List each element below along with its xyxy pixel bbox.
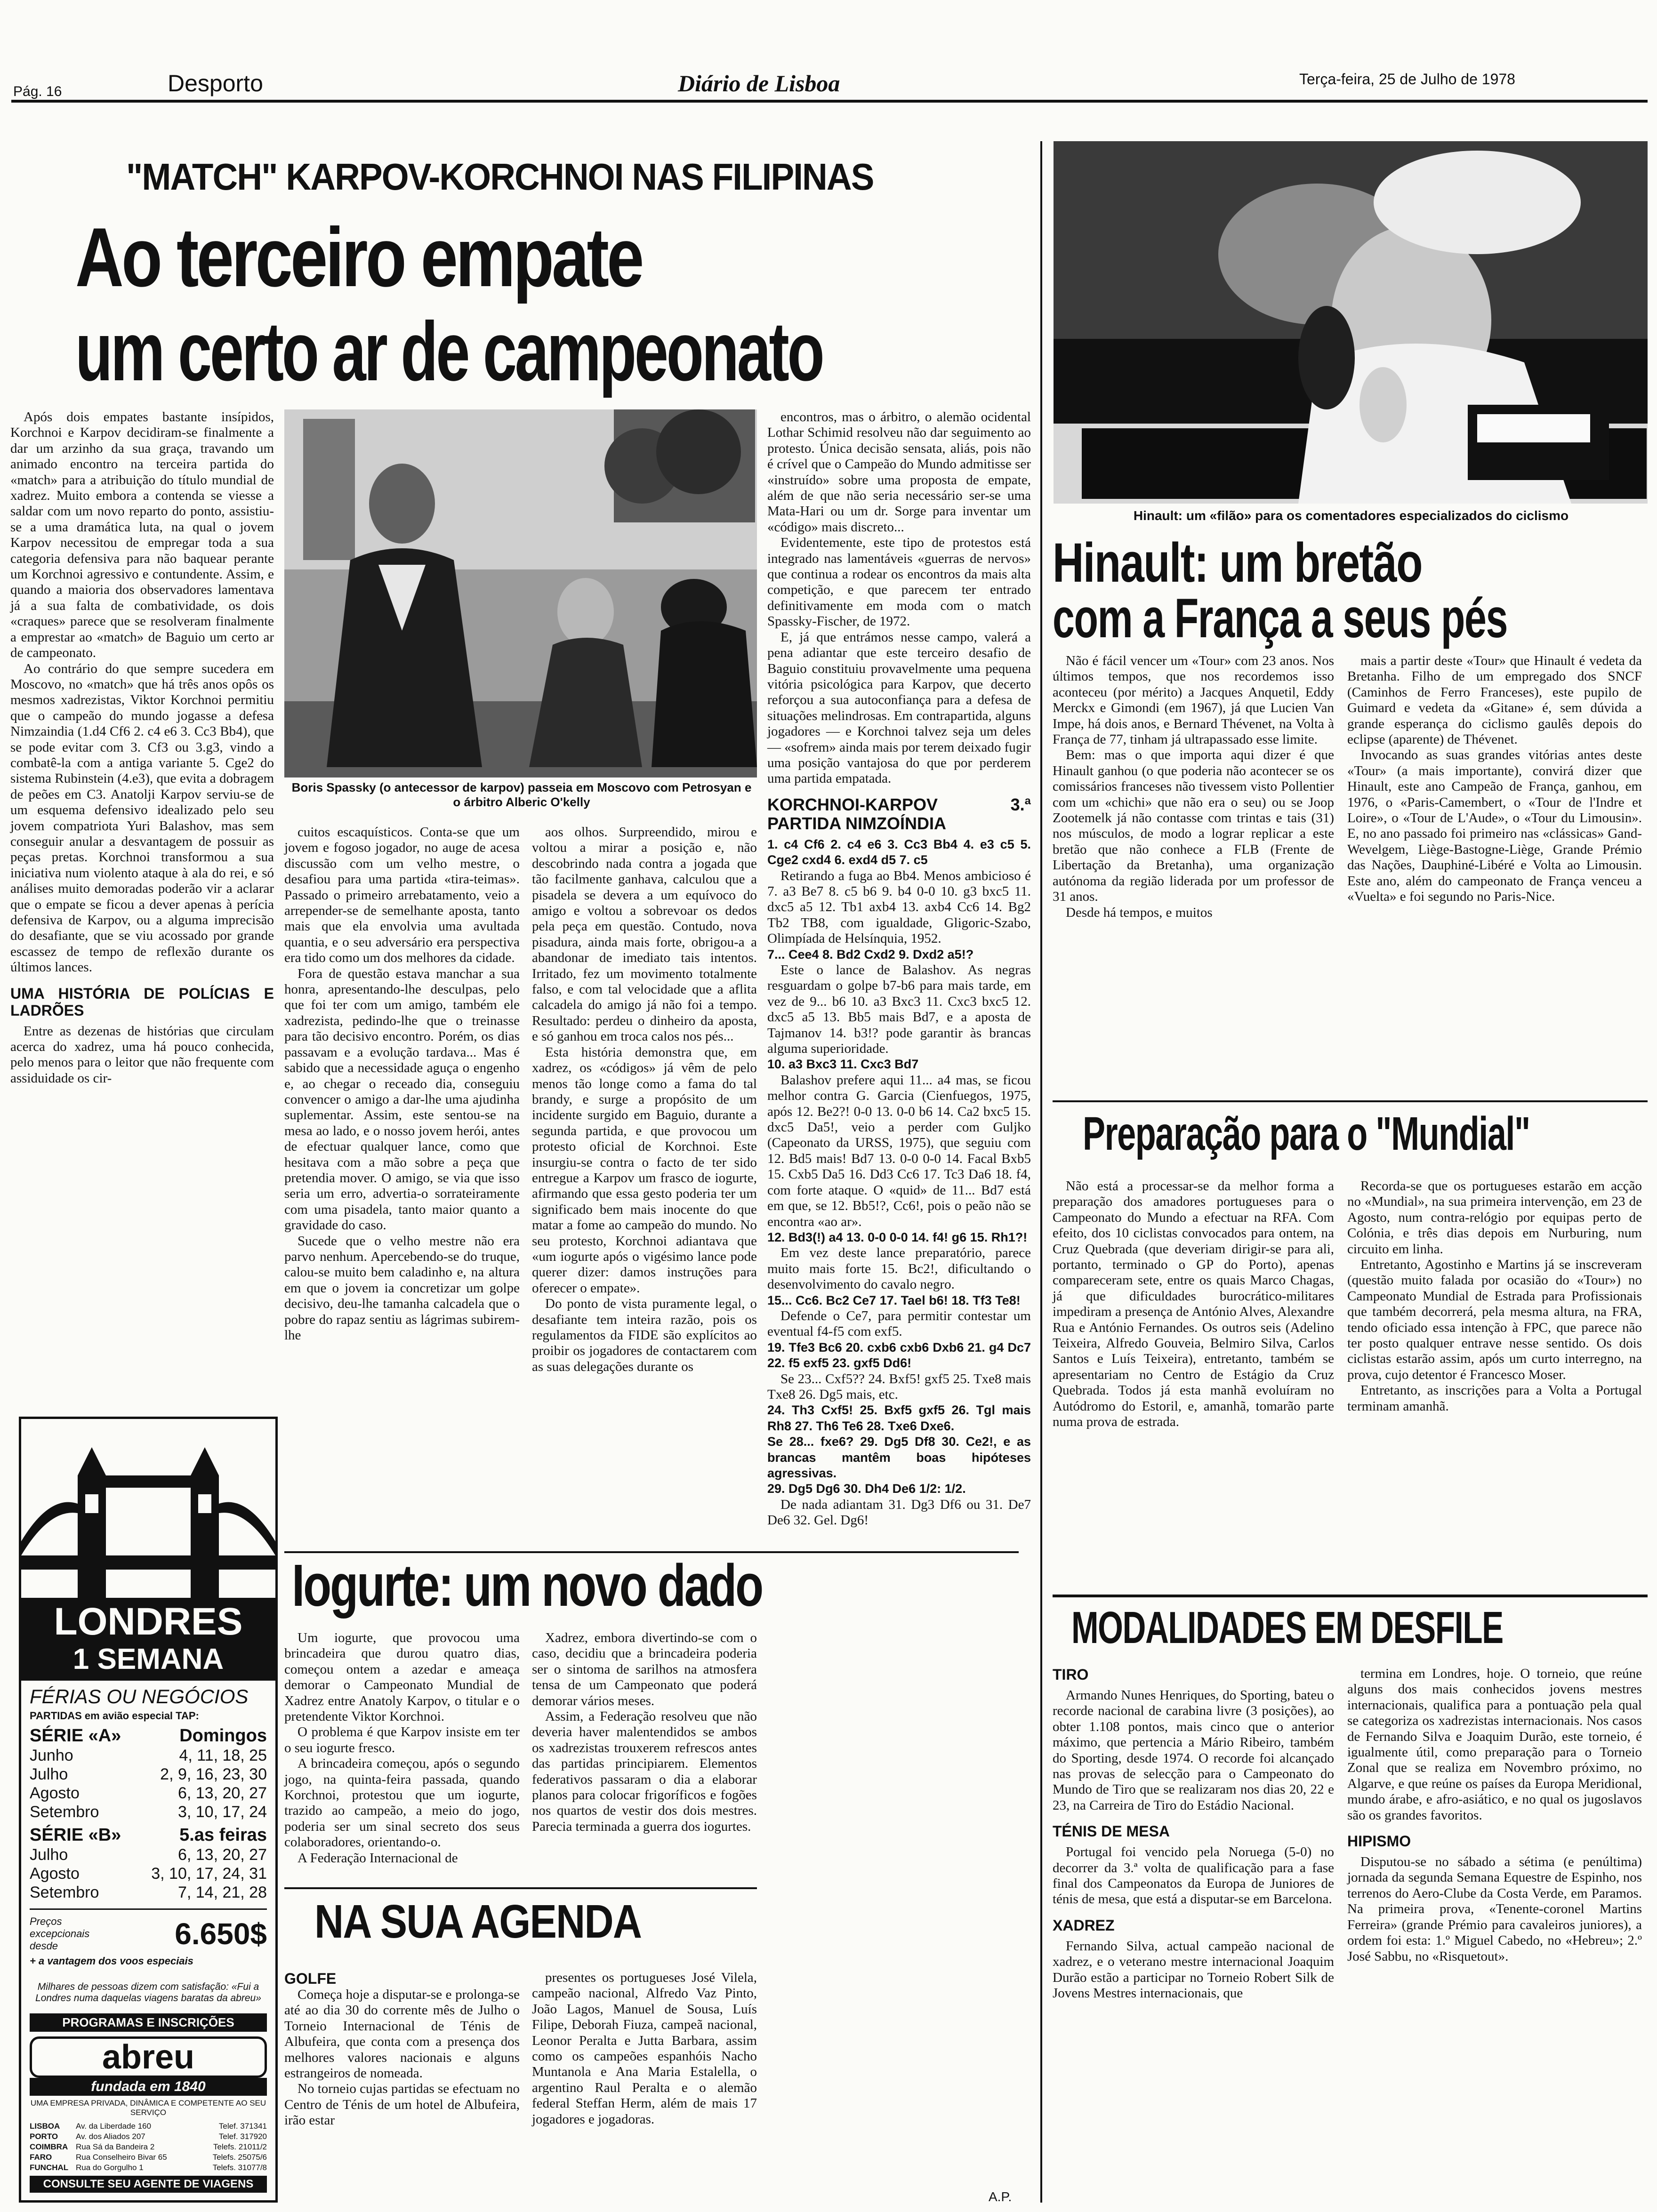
office-row: FUNCHAL Rua do Gorgulho 1 Telefs. 31077/8 bbox=[30, 2163, 267, 2172]
sport-tiro: TIRO bbox=[1053, 1666, 1089, 1683]
paragraph: cuitos escaquísticos. Conta-se que um jovem e fogoso jogador, no auge de acesa discussão com um velho mestre, o desafiou para uma partida «tira-teimas». Passado o primeiro arrebatamento, veio a arrepender-se de semelhante aposta, tanto mais que ela envolvia uma avultada quantia, e o seu adversário era perspectiva era tido como um dos melhores da cidade. bbox=[284, 825, 520, 966]
paragraph: Assim, a Federação resolveu que não deveria haver malentendidos se ambos os xadrezistas trouxerem refrescos antes das partidas principiarem. Elementos federativos passaram o dia a elaborar planos para colocar frigoríficos e fogões nos quartos de vestir dos dois mestres. Parecia terminada a guerra dos iogurtes. bbox=[532, 1709, 757, 1834]
hinault-caption: Hinault: um «filão» para os comentadores especializados do ciclismo bbox=[1133, 508, 1569, 523]
move-line: Se 28... fxe6? 29. Dg5 Df8 30. Ce2!, e as brancas mantêm boas hipóteses agressivas. bbox=[767, 1435, 1031, 1480]
office-row: LISBOA Av. da Liberdade 160 Telef. 371341 bbox=[30, 2122, 267, 2131]
sport-xadrez: XADREZ bbox=[1053, 1916, 1115, 1934]
series-a-label: SÉRIE «A» bbox=[30, 1726, 121, 1746]
mundial-rule bbox=[1053, 1100, 1648, 1102]
ad-city: LONDRES bbox=[54, 1600, 243, 1643]
sport-tenis: TÉNIS DE MESA bbox=[1053, 1823, 1170, 1840]
paragraph: A brincadeira começou, após o segundo jogo, na quinta-feira passada, quando Korchnoi, protestou que um iogurte, trazido ao campeão, a meio do jogo, poderia ser um sinal secreto dos seus colaboradores, orientando-o. bbox=[284, 1756, 520, 1850]
paragraph: Não é fácil vencer um «Tour» com 23 anos. Nos últimos tempos, que nos recordemos isso aconteceu (por mérito) a Jacques Anquetil, Eddy Merckx e Gimondi (em 1967), já que Lucien Van Impe, há dois anos, e Bernard Thévenet, na Volta à França de 77, tinham já ultrapassado esse limite. bbox=[1053, 653, 1334, 747]
schedule-row: Setembro 3, 10, 17, 24 bbox=[30, 1803, 267, 1821]
headline-line1: Ao terceiro empate bbox=[75, 210, 642, 304]
ad-programs: PROGRAMAS E INSCRIÇÕES bbox=[30, 2013, 267, 2032]
paragraph: Entre as dezenas de histórias que circulam acerca do xadrez, uma há pouco conhecida, pelo menos para o leitor que não frequente com assiduidade os cir- bbox=[10, 1023, 274, 1086]
paragraph: Fernando Silva, actual campeão nacional de xadrez, e o veterano mestre internacional Joaquim Durão estão a participar no Torneio Robert Silk de Jovens Mestres internacionais, que bbox=[1053, 1938, 1334, 2001]
annotation: Defende o Ce7, para permitir contestar um eventual f4-f5 com exf5. bbox=[767, 1308, 1031, 1339]
agenda-rule bbox=[284, 1887, 757, 1889]
series-b-day: 5.as feiras bbox=[179, 1825, 267, 1845]
hinault-column-1 bbox=[1053, 653, 1334, 921]
story-column-4 bbox=[767, 409, 1031, 1529]
paragraph: Recorda-se que os portugueses estarão em acção no «Mundial», na sua primeira intervenção, em 23 de Agosto, num contra-relógio por equipas perto de Colónia, e três dias depois em Nurburing, num circuito em linha. bbox=[1347, 1178, 1642, 1257]
masthead: Diário de Lisboa bbox=[678, 70, 840, 96]
ad-consult: CONSULTE SEU AGENTE DE VIAGENS bbox=[30, 2176, 267, 2193]
paragraph: Disputou-se no sábado a sétima (e penúltima) jornada da segunda Semana Equestre de Espinho, nos terrenos do Aero-Clube da Costa Verde, em Paramos. Na primeira prova, «Tenente-coronel Martins Ferreira» (grande Prémio para cavaleiros juniores), a ordem foi esta: 1.º Miguel Cabedo, no «Hebreu»; 2.º José Sabbu, no «Risquetout». bbox=[1347, 1854, 1642, 1964]
modalidades-rule bbox=[1053, 1595, 1648, 1597]
schedule-row: Setembro 7, 14, 21, 28 bbox=[30, 1883, 267, 1901]
paragraph: Começa hoje a disputar-se e prolonga-se até ao dia 30 do corrente mês de Julho o Torneio Internacional de Ténis de Albufeira, que conta com a presença dos melhores valores nacionais e alguns estrangeiros de nomeada. bbox=[284, 1987, 520, 2081]
series-a-day: Domingos bbox=[179, 1726, 267, 1746]
paragraph: Fora de questão estava manchar a sua honra, apresentando-lhe desculpas, pelo que foi ter com um amigo, também ele xadrezista, pedindo-lhe que o treinasse para tão decisivo encontro. Porém, os dias passavam e a evolução tardava... Mas é sabido que a necessidade aguça o engenho e, ao chegar o receado dia, conseguiu convencer o amigo a dar-lhe uma ajudinha suplementar. Assim, este sentou-se na mesa ao lado, e o nosso jovem herói, antes de efectuar qualquer lance, como que hesitava com a mão sobre a peça que pretendia mover. O amigo, se via que isso seria um erro, advertia-o sorrateiramente com uma pisadela, tanto maior quanto a gravidade do caso. bbox=[284, 966, 520, 1233]
paragraph: Não está a processar-se da melhor forma a preparação dos amadores portugueses para o Campeonato do Mundo a efectuar na RFA. Com efeito, dos 10 ciclistas convocados para ontem, na Cruz Quebrada (que deveriam dirigir-se para ali, portanto, terminado o GP do Porto), apenas compareceram sete, entre os quais Marco Chagas, já que dificuldades burocrático-militares impediram a presença de António Alves, Alexandre Rua e António Fernandes. Os outros seis (Adelino Teixeira, Alfredo Gouveia, Belmiro Silva, Carlos Santos e Luís Teixeira), entretanto, também se apresentariam no Centro de Estágio da Cruz Quebrada. Todos já esta manhã evoluíram no Autódromo do Estoril, e, amanhã, tomarão parte numa prova de estrada. bbox=[1053, 1178, 1334, 1430]
move-line: 29. Dg5 Dg6 30. Dh4 De6 1/2: 1/2. bbox=[767, 1482, 966, 1496]
price-label: Preços excepcionais desde bbox=[30, 1915, 90, 1952]
subhead-policias: UMA HISTÓRIA DE POLÍCIAS E LADRÕES bbox=[10, 985, 274, 1019]
paragraph: encontros, mas o árbitro, o alemão ocidental Lothar Schimid resolveu não dar seguimento ao protesto. Única decisão sensata, aliás, pois não é crível que o Campeão do Mundo admitisse ser «instruído» sobre uma proposta de empate, além de que não seria necessário ser-se uma Mata-Hari ou um dr. Sorge para inventar um «código» mais discreto... bbox=[767, 409, 1031, 535]
move-line: 19. Tfe3 Bc6 20. cxb6 cxb6 Dxb6 21. g4 Dc7 22. f5 exf5 23. gxf5 Dd6! bbox=[767, 1340, 1031, 1370]
mundial-headline: Preparação para o "Mundial" bbox=[1083, 1107, 1530, 1160]
ad-advantage: + a vantagem dos voos especiais bbox=[30, 1955, 193, 1967]
paragraph: Entretanto, Agostinho e Martins já se inscreveram (questão muito falada por ocasião do «Tour») no Campeonato Mundial de Estrada para Profissionais que também decorrerá, pela mesma altura, na FRA, tendo oficiado essa intenção à FPC, que parece não ter posto qualquer entrave nesse sentido. Os dois ciclistas estarão assim, após um curto interregno, na prova, cujo detentor é Francesco Moser. bbox=[1347, 1257, 1642, 1382]
paragraph: O problema é que Karpov insiste em ter o seu iogurte fresco. bbox=[284, 1724, 520, 1755]
paragraph: A Federação Internacional de bbox=[298, 1850, 458, 1866]
paragraph: Invocando as suas grandes vitórias antes deste «Tour» (a mais importante), convirá dizer que Hinault, este ano Campeão de França, ganhou, em 1976, o «Paris-Camembert, o «Tour de l'Indre et Loire», o «Tour de L'Aude», o «Tour du Limousin». E, no ano passado foi primeiro nas «clássicas» Gand-Wevelgem, Liège-Bastogne-Liège, Grande Prémio das Nações, Dauphiné-Libéré e Volta ao Limousin. Este ano, além do campeonato de França venceu a «Vuelta» e foi segundo no Paris-Nice. bbox=[1347, 747, 1642, 905]
paragraph: termina em Londres, hoje. O torneio, que reúne alguns dos mais conhecidos jovens mestres internacionais, qualifica para a pontuação pela qual se categoriza os xadrezistas internacionais. Nos casos de Fernando Silva e Joaquim Durão, este torneio, é igualmente útil, como preparação para o Torneio Zonal que se realiza em Novembro próximo, no Algarve, e que reúne os países da Europa Meridional, mundo árabe, e afro-asiático, e no qual os jugoslavos são os grandes favoritos. bbox=[1347, 1666, 1642, 1823]
paragraph: Um iogurte, que provocou uma brincadeira que durou quatro dias, começou ontem a azedar e ameaça demorar o Campeonato Mundial de Xadrez entre Anatoly Karpov, o titular e o pretendente Viktor Korchnoi. bbox=[284, 1630, 520, 1724]
modalidades-column-1 bbox=[1053, 1666, 1334, 2002]
paragraph: Entretanto, as inscrições para a Volta a Portugal terminam amanhã. bbox=[1347, 1383, 1642, 1414]
agenda-column-1 bbox=[284, 1987, 520, 2129]
hinault-headline-1: Hinault: um bretão bbox=[1053, 532, 1422, 594]
paragraph: Xadrez, embora divertindo-se com o caso, decidiu que a brincadeira poderia ser o sintoma de sarilhos na atmosfera tensa de um Campeonato que poderá demorar vários meses. bbox=[532, 1630, 757, 1708]
spassky-caption: Boris Spassky (o antecessor de karpov) passeia em Moscovo com Petrosyan e o árbitro Alberic O'kelly bbox=[291, 780, 752, 809]
paragraph: Após dois empates bastante insípidos, Korchnoi e Karpov decidiram-se finalmente a dar um arzinho da sua graça, travando um animado encontro na terceira partida do «match» para a atribuição do título mundial de xadrez. Muito embora a contenda se viesse a saldar com um novo reparto do ponto, assistiu-se a uma dramática luta, na qual o jovem Karpov necessitou de empregar toda a sua categoria defensiva para não baquear perante um Korchnoi agressivo e contundente. Assim, e quando a maioria dos observadores lamentava já a sua falta de combatividade, os dois «craques» parece que se resolveram finalmente a emprestar ao «match» de Baguio um certo ar de campeonato. bbox=[10, 409, 274, 661]
mundial-column-1 bbox=[1053, 1178, 1334, 1430]
paragraph: mais a partir deste «Tour» que Hinault é vedeta da Bretanha. Filho de um empregado dos SNCF (Caminhos de Ferro Franceses), este pupilo de Guimard e vedeta da «Gitane» é, sem dúvida a grande esperança do ciclismo gaulês depois do eclipse (aparente) de Thévenet. bbox=[1347, 653, 1642, 747]
issue-date: Terça-feira, 25 de Julho de 1978 bbox=[1299, 71, 1515, 88]
office-row: COIMBRA Rua Sá da Bandeira 2 Telefs. 21011/2 bbox=[30, 2142, 267, 2151]
hinault-column-2 bbox=[1347, 653, 1642, 905]
iogurte-column-1 bbox=[284, 1630, 520, 1866]
paragraph: E, já que entrámos nesse campo, valerá a pena adiantar que este terceiro desafio de Baguio constituiu provavelmente uma pequena vitória psicológica para Karpov, que decerto reforçou a sua autoconfiança para a defesa de situações melindrosas. Em contrapartida, alguns jogadores — e Korchnoi talvez seja um deles — «sofrem» ainda mais por terem deixado fugir uma posição vantajosa do que por perderem uma partida empatada. bbox=[767, 629, 1031, 786]
paragraph: Desde há tempos, e muitos bbox=[1066, 905, 1213, 920]
section-name: Desporto bbox=[168, 70, 263, 96]
mundial-column-2 bbox=[1347, 1178, 1642, 1414]
paragraph: presentes os portugueses José Vilela, campeão nacional, Alfredo Vaz Pinto, João Lagos, Manuel de Sousa, Luís Filipe, Deborah Fiuza, campeã nacional, Leonor Peralta e Jutta Barbara, assim como os campeões espanhóis Nacho Muntanola e Ana Maria Estalella, o argentino Raul Peralta e o alemão federal Steffan Herm, além de mais 17 jogadores e jogadoras. bbox=[532, 1970, 757, 2127]
move-line: 7... Cee4 8. Bd2 Cxd2 9. Dxd2 a5!? bbox=[767, 947, 974, 962]
headline-line2: um certo ar de campeonato bbox=[75, 305, 823, 398]
paragraph: Bem: mas o que importa aqui dizer é que Hinault ganhou (o que poderia não acontecer se os comissários franceses não tivessem visto Pollentier com um «chichi» que não era o seu) ou se Joop Zootemelk já não contasse com trintas e tais (31) nos músculos, de modo a lograr replicar a este bretão que não conhece a FLB (Frente de Libertação da Bretanha), uma organização autónoma da região liderada por um professor de 31 anos. bbox=[1053, 747, 1334, 905]
paragraph: Do ponto de vista puramente legal, o desafiante tem inteira razão, pois os regulamentos da FIDE são explícitos ao proibir os jogadores de contactarem com as suas delegações durante os bbox=[532, 1296, 757, 1374]
paragraph: No torneio cujas partidas se efectuam no Centro de Ténis de um hotel de Albufeira, irão estar bbox=[284, 2081, 520, 2128]
move-line: 1. c4 Cf6 2. c4 e6 3. Cc3 Bb4 4. e3 c5 5. Cge2 cxd4 6. exd4 d5 7. c5 bbox=[767, 837, 1031, 867]
agenda-column-2 bbox=[532, 1970, 757, 2127]
annotation: Retirando a fuga ao Bb4. Menos ambicioso é 7. a3 Be7 8. c5 b6 9. b4 0-0 10. g3 bxc5 11. dxc5 a5 12. Tb1 axb4 13. axb4 Cc6 14. Bg2 Tb2 TB8, com igualdade, Gligoric-Szabo, Olimpíada de Helsínquia, 1952. bbox=[767, 868, 1031, 946]
move-line: 15... Cc6. Bc2 Ce7 17. Tael b6! 18. Tf3 Te8! bbox=[767, 1293, 1021, 1307]
ad-departures: PARTIDAS em avião especial TAP: bbox=[30, 1710, 199, 1722]
modalidades-column-2 bbox=[1347, 1666, 1642, 1964]
paragraph: Ao contrário do que sempre sucedera em Moscovo, no «match» que há três anos opôs os mesmos xadrezistas, Viktor Korchnoi permitiu que o campeão do mundo jogasse a defesa Nimzaindia (1.d4 Cf6 2. c4 e6 3. Cc3 Bb4), que se pode evitar com 3. Cf3 ou 3.g3, vindo a combatê-la com a antiga variante 5. Cge2 do sistema Rubinstein (4.e3), que evita a dobragem de peões em C3. Anatolji Karpov serviu-se de um esquema defensivo idealizado pelo seu jovem compatriota Yuri Balashov, mas sem conseguir anular a desvantagem de possuir as peças pretas. Korchnoi transformou a sua iniciativa num violento ataque à ala do rei, e só análises muito demoradas poderão vir a aclarar que o empate se ficou a dever apenas à perícia defensiva de Karpov, ou a alguma imprecisão do desafiante, que se viu acossado por grande escassez de tempo de reflexão durante os últimos lances. bbox=[10, 661, 274, 975]
hinault-divider bbox=[1040, 141, 1042, 2203]
story-column-3 bbox=[532, 825, 757, 1375]
ad-duration: 1 SEMANA bbox=[72, 1643, 224, 1675]
series-b-label: SÉRIE «B» bbox=[30, 1825, 121, 1845]
schedule-row: Agosto 6, 13, 20, 27 bbox=[30, 1784, 267, 1802]
paragraph: aos olhos. Surpreendido, mirou e voltou a mirar a posição e, não descobrindo nada contra a jogada que tão facilmente ganhava, calculou que a pisadela se devera a um equívoco do amigo e voltou a sobrevoar os dedos pela peça em questão. Contudo, nova pisadura, ainda mais forte, obrigou-a a abandonar de imediato tais intentos. Irritado, fez um movimento totalmente falso, e com tal velocidade que a aflita calcadela do amigo já não foi a tempo. Resultado: perdeu o dinheiro da aposta, e só ganhou em troca calos nos pés... bbox=[532, 825, 757, 1044]
sport-hipismo: HIPISMO bbox=[1347, 1833, 1411, 1850]
hinault-headline-2: com a França a seus pés bbox=[1053, 587, 1507, 649]
schedule-row: Junho 4, 11, 18, 25 bbox=[30, 1747, 267, 1764]
ad-founded: fundada em 1840 bbox=[30, 2078, 267, 2096]
game-heading: KORCHNOI-KARPOV 3.ª PARTIDA NIMZOÍNDIA bbox=[767, 794, 1031, 833]
tower-bridge-illustration bbox=[21, 1419, 275, 1598]
modalidades-headline: MODALIDADES EM DESFILE bbox=[1071, 1603, 1503, 1653]
agenda-headline: NA SUA AGENDA bbox=[314, 1895, 642, 1948]
spassky-photo bbox=[284, 409, 757, 777]
iogurte-column-2 bbox=[532, 1630, 757, 1835]
paragraph: Sucede que o velho mestre não era parvo nenhum. Apercebendo-se do truque, calou-se muito bem caladinho e, na altura em que o jovem ia concretizar um golpe decisivo, deu-lhe tamanha calcadela que o pobre do rapaz sentiu as lágrimas subirem-lhe bbox=[284, 1233, 520, 1343]
iogurte-headline: Iogurte: um novo dado bbox=[292, 1552, 763, 1619]
story-column-2 bbox=[284, 825, 520, 1343]
annotation: De nada adiantam 31. Dg3 Df6 ou 31. De7 De6 32. Gel. Dg6! bbox=[767, 1497, 1031, 1528]
schedule-row: Julho 2, 9, 16, 23, 30 bbox=[30, 1765, 267, 1783]
paragraph: Esta história demonstra que, em xadrez, os «códigos» já vêm de pelo menos tão longe como a fama do tal brandy, e surge a propósito de um incidente surgido em Baguio, durante a segunda partida, e que provocou um protesto oficial de Korchnoi. Este insurgiu-se contra o facto de ter sido entregue a Karpov um frasco de iogurte, afirmando que essa gesto poderia ter um significado bem mais inocente do que matar a fome ao campeão do mundo. No seu protesto, Korchnoi adiantava que «um iogurte após o vigésimo lance pode querer dizer: damos instruções para oferecer o empate». bbox=[532, 1044, 757, 1296]
annotation: Em vez deste lance preparatório, parece muito mais forte 15. Bc2!, dificultando o desenvolvimento do cavalo negro. bbox=[767, 1245, 1031, 1292]
annotation: Balashov prefere aqui 11... a4 mas, se ficou melhor contra G. Garcia (Cienfuegos, 1975, após 12. Be2?! 0-0 13. 0-0 b6 14. Ca2 bxc5 15. dxc5 Da5!, veio a perder com Guljko (Capeonato da URSS, 1975), que seguiu com 12. Bd5 mais! Bd7 13. 0-0 0-0 14. Facal Bxb5 15. Cxb5 Da5 16. Dd3 Cc6 17. Tc3 Da6 18. f4, com forte ataque. O «quid» de 11... Bd7 está em que, se 12. Bb5!?, Cc6!, pois o peão não se encontra «ao ar». bbox=[767, 1072, 1031, 1229]
schedule-row: Julho 6, 13, 20, 27 bbox=[30, 1846, 267, 1864]
abreu-ad bbox=[19, 1417, 278, 2203]
office-row: FARO Rua Conselheiro Bivar 65 Telefs. 25075/6 bbox=[30, 2153, 267, 2162]
annotation: Se 23... Cxf5?? 24. Bxf5! gxf5 25. Txe8 mais Txe8 26. Dg5 mais, etc. bbox=[767, 1371, 1031, 1402]
ad-tagline: FÉRIAS OU NEGÓCIOS bbox=[30, 1685, 249, 1707]
move-line: 10. a3 Bxc3 11. Cxc3 Bd7 bbox=[767, 1057, 919, 1072]
page-number: Pág. 16 bbox=[13, 84, 62, 99]
story-column-1 bbox=[10, 409, 274, 1086]
ad-company-desc: UMA EMPRESA PRIVADA, DINÂMICA E COMPETENTE AO SEU SERVIÇO bbox=[30, 2099, 266, 2117]
paragraph: Portugal foi vencido pela Noruega (5-0) no decorrer da 3.ª volta de qualificação para a fase final dos Campeonatos da Europa de Juniores de ténis de mesa, que está a disputar-se em Barcelona. bbox=[1053, 1844, 1334, 1907]
header-rule bbox=[11, 100, 1648, 103]
agenda-sport: GOLFE bbox=[284, 1970, 337, 1987]
office-row: PORTO Av. dos Aliados 207 Telef. 317920 bbox=[30, 2132, 267, 2141]
move-line: 12. Bd3(!) a4 13. 0-0 0-0 14. f4! g6 15. Rh1?! bbox=[767, 1230, 1028, 1244]
abreu-logo: abreu bbox=[30, 2036, 267, 2078]
schedule-row: Agosto 3, 10, 17, 24, 31 bbox=[30, 1865, 267, 1883]
match-kicker: "MATCH" KARPOV-KORCHNOI NAS FILIPINAS bbox=[126, 156, 874, 198]
byline: A.P. bbox=[989, 2189, 1012, 2204]
price: 6.650$ bbox=[175, 1917, 267, 1951]
paragraph: Armando Nunes Henriques, do Sporting, bateu o recorde nacional de carabina livre (3 posições), ao obter 1.108 pontos, mais cinco que o anterior máximo, que pertencia a Mário Ribeiro, também do Sporting, desde 1974. O recorde foi alcançado nas provas de selecção para o Campeonato do Mundo de Tiro que se realizaram nos dias 20, 22 e 23, na Carreira de Tiro do Estádio Nacional. bbox=[1053, 1688, 1334, 1813]
hinault-photo bbox=[1054, 141, 1648, 504]
annotation: Este o lance de Balashov. As negras resguardam o golpe b7-b6 para mais tarde, em vez de 9... b6 10. a3 Bxc3 11. Cxc3 bxc5 12. dxc5 a5 13. Bb5 mais Bd7, e a aposta de Tajmanov 14. b3!? pode garantir às brancas alguma superioridade. bbox=[767, 962, 1031, 1057]
ad-testimonial: Milhares de pessoas dizem com satisfação: «Fui a Londres numa daquelas viagens baratas da abreu» bbox=[35, 1981, 261, 2004]
paragraph: Evidentemente, este tipo de protestos está integrado nas lamentáveis «guerras de nervos» que continua a rodear os encontros da mais alta competição, e que parecem ter entrado definitivamente em moda com o match Spassky-Fischer, de 1972. bbox=[767, 535, 1031, 629]
move-line: 24. Th3 Cxf5! 25. Bxf5 gxf5 26. Tgl mais Rh8 27. Th6 Te6 28. Txe6 Dxe6. bbox=[767, 1403, 1031, 1433]
